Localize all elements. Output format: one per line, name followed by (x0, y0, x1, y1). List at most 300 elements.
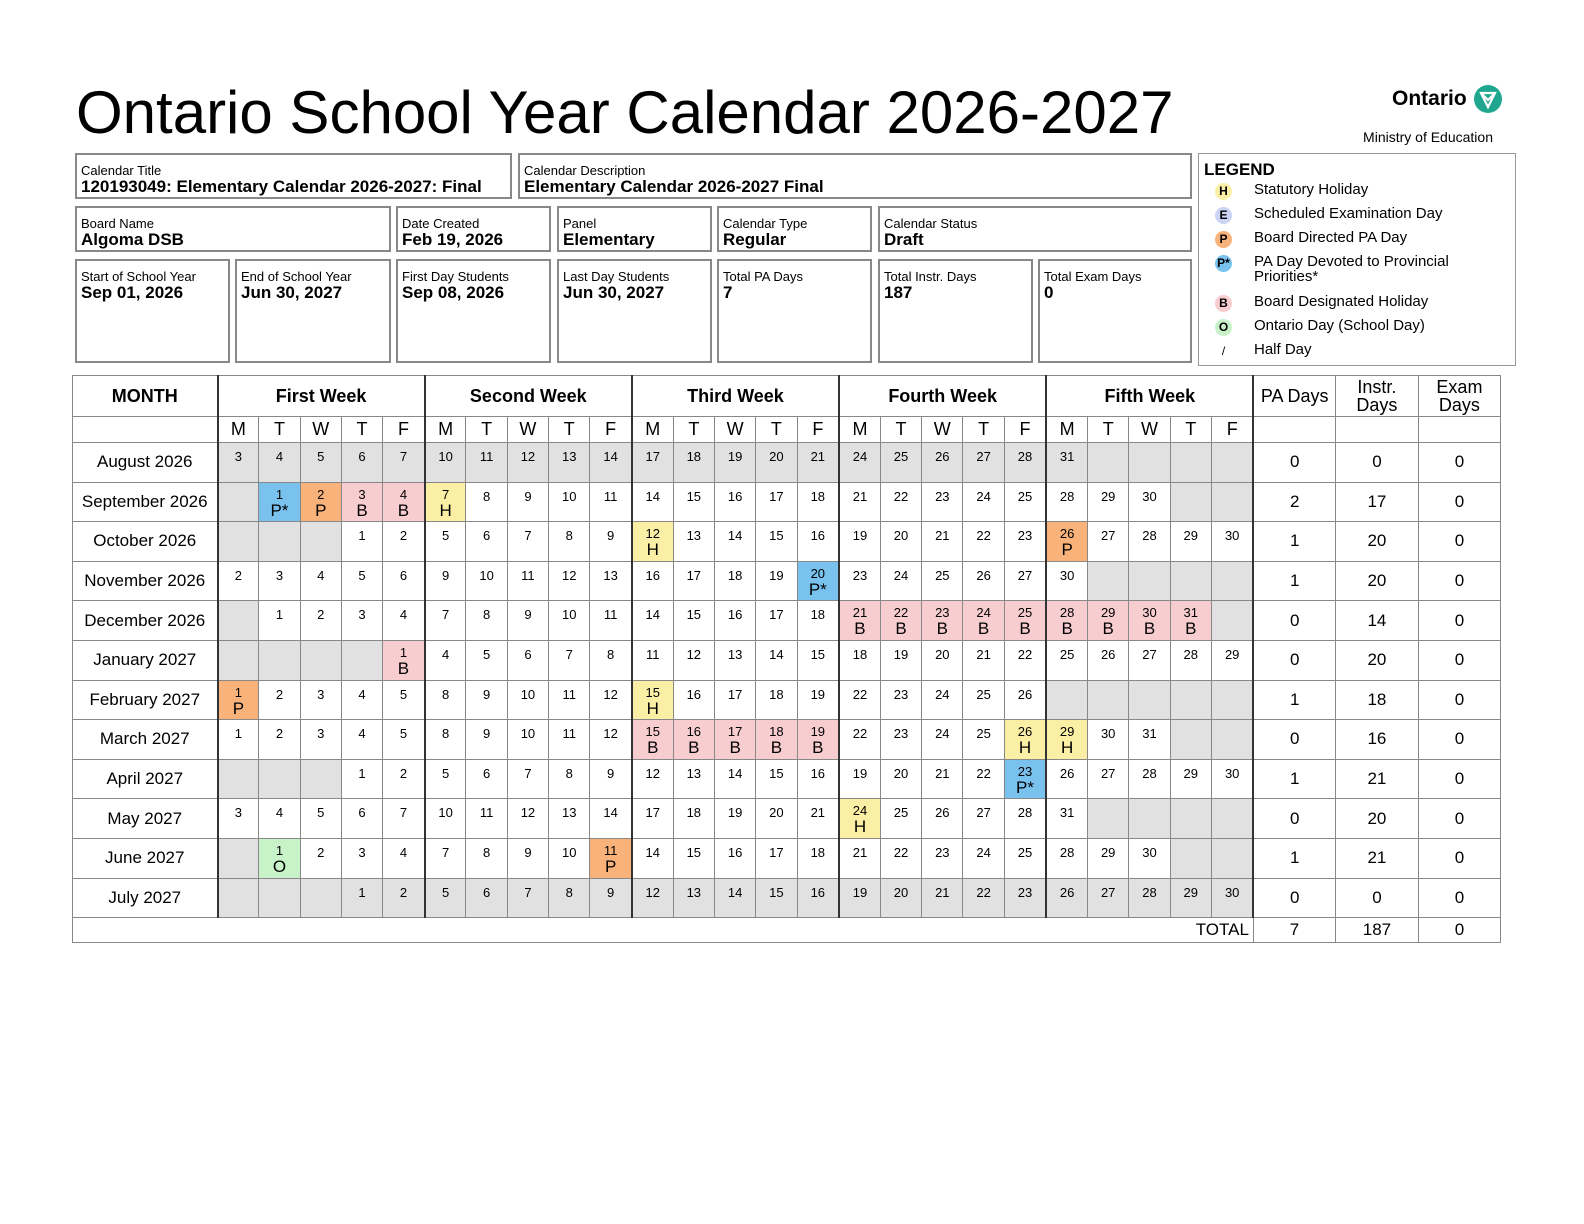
day-cell[interactable] (963, 640, 1004, 680)
month-row (73, 601, 1501, 641)
day-cell[interactable] (839, 443, 880, 483)
day-cell[interactable] (632, 680, 673, 720)
day-cell[interactable] (1170, 522, 1211, 562)
day-cell[interactable] (673, 443, 714, 483)
day-cell[interactable] (880, 443, 921, 483)
logo-text: Ontario (1392, 87, 1467, 110)
day-cell[interactable] (963, 680, 1004, 720)
day-number: 18 (810, 844, 826, 860)
day-cell[interactable] (1004, 482, 1046, 522)
day-cell[interactable] (466, 640, 507, 680)
day-number: 15 (769, 884, 784, 900)
day-cell[interactable] (922, 443, 963, 483)
day-cell[interactable] (673, 522, 714, 562)
day-cell[interactable] (922, 640, 963, 680)
day-cell[interactable] (341, 482, 382, 522)
day-cell[interactable] (797, 522, 839, 562)
day-cell[interactable] (341, 522, 382, 562)
day-cell[interactable] (714, 601, 755, 641)
day-cell[interactable] (797, 640, 839, 680)
day-cell[interactable] (714, 720, 755, 760)
day-cell[interactable] (383, 720, 425, 760)
day-cell[interactable] (383, 640, 425, 680)
day-cell[interactable] (756, 482, 797, 522)
day-cell[interactable] (1004, 443, 1046, 483)
day-cell[interactable] (383, 601, 425, 641)
day-cell[interactable] (218, 561, 259, 601)
day-cell[interactable] (259, 720, 300, 760)
day-cell[interactable] (1046, 759, 1087, 799)
day-cell[interactable] (425, 561, 466, 601)
day-cell[interactable] (507, 878, 548, 918)
day-cell[interactable] (507, 680, 548, 720)
day-cell[interactable] (507, 759, 548, 799)
day-cell[interactable] (1170, 601, 1211, 641)
day-number: 15 (645, 684, 660, 700)
day-cell[interactable] (1129, 878, 1170, 918)
day-cell[interactable] (383, 838, 425, 878)
day-cell[interactable] (590, 838, 632, 878)
day-cell[interactable] (341, 878, 382, 918)
day-cell[interactable] (466, 799, 507, 839)
day-cell[interactable] (507, 640, 548, 680)
day-cell[interactable] (880, 759, 921, 799)
day-cell[interactable] (341, 443, 382, 483)
day-cell[interactable] (383, 799, 425, 839)
day-number: 27 (976, 805, 991, 821)
day-number: 3 (275, 567, 284, 583)
day-cell[interactable] (300, 482, 341, 522)
day-cell[interactable] (963, 799, 1004, 839)
day-cell[interactable] (341, 680, 382, 720)
day-cell[interactable] (756, 561, 797, 601)
day-cell[interactable] (341, 759, 382, 799)
day-cell[interactable] (756, 601, 797, 641)
day-cell[interactable] (383, 878, 425, 918)
day-cell[interactable] (1046, 522, 1087, 562)
day-cell[interactable] (673, 482, 714, 522)
day-cell[interactable] (1129, 640, 1170, 680)
day-cell[interactable] (673, 759, 714, 799)
day-cell[interactable] (673, 799, 714, 839)
day-cell[interactable] (756, 680, 797, 720)
day-cell[interactable] (549, 680, 590, 720)
day-number: 12 (561, 567, 577, 583)
day-cell[interactable] (1170, 878, 1211, 918)
day-cell[interactable] (300, 838, 341, 878)
day-cell[interactable] (383, 522, 425, 562)
day-cell[interactable] (425, 601, 466, 641)
day-cell[interactable] (922, 522, 963, 562)
day-cell[interactable] (632, 838, 673, 878)
day-cell[interactable] (507, 443, 548, 483)
day-number: 8 (565, 528, 573, 544)
day-cell[interactable] (1046, 799, 1087, 839)
day-cell[interactable] (839, 522, 880, 562)
day-cell[interactable] (590, 799, 632, 839)
day-cell[interactable] (880, 561, 921, 601)
day-cell[interactable] (466, 838, 507, 878)
day-cell[interactable] (466, 680, 507, 720)
day-cell[interactable] (383, 443, 425, 483)
day-cell[interactable] (466, 443, 507, 483)
day-cell (1088, 680, 1129, 720)
day-cell[interactable] (673, 640, 714, 680)
day-cell[interactable] (673, 720, 714, 760)
day-cell[interactable] (1211, 759, 1253, 799)
day-cell[interactable] (839, 640, 880, 680)
day-type-code: B (812, 738, 824, 758)
day-cell[interactable] (714, 838, 755, 878)
day-cell[interactable] (300, 680, 341, 720)
day-cell[interactable] (507, 838, 548, 878)
day-cell[interactable] (839, 680, 880, 720)
day-cell[interactable] (425, 680, 466, 720)
day-cell[interactable] (963, 522, 1004, 562)
day-cell[interactable] (507, 561, 548, 601)
day-cell[interactable] (1129, 601, 1170, 641)
day-cell[interactable] (922, 838, 963, 878)
day-cell[interactable] (1129, 838, 1170, 878)
day-cell[interactable] (1088, 522, 1129, 562)
day-cell[interactable] (922, 720, 963, 760)
day-cell[interactable] (1088, 720, 1129, 760)
day-cell[interactable] (466, 878, 507, 918)
day-cell[interactable] (714, 680, 755, 720)
day-cell[interactable] (797, 838, 839, 878)
day-cell[interactable] (632, 601, 673, 641)
day-cell[interactable] (259, 561, 300, 601)
day-cell[interactable] (632, 759, 673, 799)
day-cell[interactable] (300, 561, 341, 601)
total-value: 7 (1253, 918, 1335, 943)
day-number: 17 (645, 449, 660, 464)
day-cell[interactable] (507, 720, 548, 760)
day-cell[interactable] (300, 720, 341, 760)
day-cell[interactable] (632, 799, 673, 839)
day-cell[interactable] (383, 759, 425, 799)
day-number: 1 (234, 726, 243, 742)
day-cell[interactable] (1046, 561, 1087, 601)
day-cell[interactable] (673, 601, 714, 641)
day-cell[interactable] (963, 720, 1004, 760)
day-cell[interactable] (1046, 640, 1087, 680)
day-cell[interactable] (756, 799, 797, 839)
day-cell[interactable] (300, 443, 341, 483)
day-cell[interactable] (880, 838, 921, 878)
day-cell[interactable] (1004, 838, 1046, 878)
day-cell[interactable] (1129, 720, 1170, 760)
day-cell[interactable] (963, 838, 1004, 878)
day-cell[interactable] (1046, 443, 1087, 483)
day-cell[interactable] (425, 759, 466, 799)
day-cell[interactable] (1004, 799, 1046, 839)
day-cell[interactable] (922, 482, 963, 522)
day-cell[interactable] (549, 601, 590, 641)
day-cell[interactable] (425, 482, 466, 522)
day-cell[interactable] (797, 799, 839, 839)
day-cell[interactable] (963, 443, 1004, 483)
day-number: 21 (852, 488, 868, 504)
day-cell[interactable] (880, 680, 921, 720)
day-cell[interactable] (218, 720, 259, 760)
day-cell[interactable] (714, 482, 755, 522)
day-cell[interactable] (839, 799, 880, 839)
day-cell[interactable] (922, 680, 963, 720)
day-cell[interactable] (632, 443, 673, 483)
day-cell[interactable] (756, 720, 797, 760)
day-cell[interactable] (218, 799, 259, 839)
day-cell[interactable] (1170, 640, 1211, 680)
day-cell[interactable] (549, 720, 590, 760)
day-cell[interactable] (880, 601, 921, 641)
day-cell[interactable] (1129, 759, 1170, 799)
day-number: 17 (769, 607, 784, 623)
day-cell[interactable] (1004, 878, 1046, 918)
day-cell[interactable] (383, 561, 425, 601)
day-cell[interactable] (590, 443, 632, 483)
day-cell[interactable] (714, 640, 755, 680)
day-cell[interactable] (1046, 878, 1087, 918)
day-cell[interactable] (714, 522, 755, 562)
day-cell[interactable] (549, 799, 590, 839)
day-cell[interactable] (880, 522, 921, 562)
day-cell[interactable] (797, 878, 839, 918)
day-cell[interactable] (425, 443, 466, 483)
day-cell[interactable] (922, 759, 963, 799)
day-cell[interactable] (590, 601, 632, 641)
day-cell[interactable] (797, 720, 839, 760)
day-cell[interactable] (466, 522, 507, 562)
day-cell[interactable] (383, 482, 425, 522)
day-cell[interactable] (383, 680, 425, 720)
day-cell[interactable] (714, 443, 755, 483)
day-cell[interactable] (341, 720, 382, 760)
day-number: 30 (1059, 567, 1075, 583)
day-cell[interactable] (507, 601, 548, 641)
day-number: 26 (935, 449, 950, 464)
day-cell[interactable] (1088, 759, 1129, 799)
day-cell[interactable] (963, 482, 1004, 522)
day-cell[interactable] (549, 561, 590, 601)
day-cell[interactable] (632, 720, 673, 760)
day-cell[interactable] (880, 799, 921, 839)
day-cell[interactable] (1211, 878, 1253, 918)
day-cell[interactable] (549, 640, 590, 680)
legend-code-badge: P* (1215, 255, 1232, 272)
day-cell[interactable] (922, 878, 963, 918)
day-cell[interactable] (756, 759, 797, 799)
day-cell[interactable] (466, 601, 507, 641)
day-cell[interactable] (549, 443, 590, 483)
day-cell[interactable] (466, 720, 507, 760)
day-cell[interactable] (1088, 878, 1129, 918)
day-cell[interactable] (590, 878, 632, 918)
day-number: 6 (524, 646, 532, 662)
day-number: 11 (603, 488, 618, 504)
day-cell[interactable] (549, 838, 590, 878)
day-cell[interactable] (549, 482, 590, 522)
day-cell[interactable] (963, 878, 1004, 918)
day-cell[interactable] (797, 561, 839, 601)
day-cell[interactable] (425, 799, 466, 839)
day-cell[interactable] (590, 759, 632, 799)
day-cell[interactable] (963, 759, 1004, 799)
day-cell[interactable] (341, 561, 382, 601)
day-cell[interactable] (839, 838, 880, 878)
day-cell[interactable] (880, 878, 921, 918)
day-cell[interactable] (1004, 680, 1046, 720)
day-cell[interactable] (1088, 482, 1129, 522)
day-cell[interactable] (1046, 601, 1087, 641)
day-cell[interactable] (714, 561, 755, 601)
day-cell[interactable] (756, 838, 797, 878)
day-cell[interactable] (797, 482, 839, 522)
day-cell[interactable] (632, 482, 673, 522)
day-cell[interactable] (714, 799, 755, 839)
day-cell[interactable] (714, 878, 755, 918)
day-cell[interactable] (590, 640, 632, 680)
day-cell[interactable] (963, 561, 1004, 601)
day-cell[interactable] (673, 878, 714, 918)
day-cell[interactable] (300, 601, 341, 641)
day-cell[interactable] (1004, 640, 1046, 680)
day-cell[interactable] (218, 680, 259, 720)
day-number: 23 (852, 567, 868, 583)
panel-value: Elementary (563, 230, 655, 249)
day-cell[interactable] (590, 522, 632, 562)
day-cell[interactable] (507, 799, 548, 839)
day-cell[interactable] (507, 482, 548, 522)
calendar-status-label: Calendar Status (884, 216, 978, 231)
calendar-description-value: Elementary Calendar 2026-2027 Final (524, 177, 824, 196)
day-cell[interactable] (839, 720, 880, 760)
day-number: 13 (686, 765, 702, 781)
day-cell[interactable] (714, 759, 755, 799)
day-number: 11 (603, 842, 618, 858)
day-cell[interactable] (466, 482, 507, 522)
day-cell[interactable] (673, 680, 714, 720)
day-cell[interactable] (797, 443, 839, 483)
day-cell[interactable] (259, 680, 300, 720)
day-number: 25 (1017, 605, 1033, 621)
day-cell[interactable] (1004, 601, 1046, 641)
day-cell[interactable] (259, 799, 300, 839)
day-cell (1211, 482, 1253, 522)
day-cell[interactable] (632, 878, 673, 918)
day-cell[interactable] (425, 720, 466, 760)
day-cell[interactable] (1004, 561, 1046, 601)
day-cell[interactable] (1004, 522, 1046, 562)
day-number: 26 (1017, 686, 1033, 702)
day-cell[interactable] (1004, 759, 1046, 799)
day-cell[interactable] (259, 443, 300, 483)
day-cell[interactable] (259, 482, 300, 522)
calendar-description-box (518, 153, 1192, 199)
day-cell[interactable] (549, 759, 590, 799)
day-cell[interactable] (756, 878, 797, 918)
day-cell[interactable] (259, 838, 300, 878)
day-number: 15 (769, 528, 784, 544)
day-cell[interactable] (839, 561, 880, 601)
day-cell[interactable] (632, 640, 673, 680)
day-cell[interactable] (590, 482, 632, 522)
day-cell[interactable] (1046, 720, 1087, 760)
day-cell[interactable] (756, 522, 797, 562)
day-cell[interactable] (797, 601, 839, 641)
day-cell[interactable] (341, 601, 382, 641)
day-cell[interactable] (507, 522, 548, 562)
day-cell[interactable] (1004, 720, 1046, 760)
day-cell[interactable] (797, 759, 839, 799)
day-cell[interactable] (1129, 522, 1170, 562)
day-cell[interactable] (590, 720, 632, 760)
day-cell[interactable] (880, 482, 921, 522)
day-cell[interactable] (922, 561, 963, 601)
legend-item (1215, 206, 1442, 224)
day-cell[interactable] (1046, 838, 1087, 878)
day-cell[interactable] (466, 759, 507, 799)
day-number: 23 (1017, 763, 1033, 779)
day-cell[interactable] (632, 522, 673, 562)
day-cell[interactable] (549, 522, 590, 562)
day-cell[interactable] (300, 799, 341, 839)
day-cell[interactable] (218, 443, 259, 483)
day-cell[interactable] (839, 482, 880, 522)
day-cell[interactable] (673, 838, 714, 878)
day-cell[interactable] (466, 561, 507, 601)
day-cell[interactable] (259, 601, 300, 641)
day-cell[interactable] (922, 799, 963, 839)
day-cell[interactable] (425, 878, 466, 918)
day-number: 28 (1142, 528, 1157, 544)
day-cell[interactable] (839, 878, 880, 918)
day-cell[interactable] (1088, 640, 1129, 680)
day-cell[interactable] (341, 799, 382, 839)
day-cell[interactable] (839, 759, 880, 799)
day-cell[interactable] (673, 561, 714, 601)
day-cell[interactable] (922, 601, 963, 641)
day-cell[interactable] (425, 838, 466, 878)
day-cell[interactable] (1088, 838, 1129, 878)
day-cell[interactable] (425, 522, 466, 562)
day-cell[interactable] (756, 443, 797, 483)
day-cell[interactable] (756, 640, 797, 680)
day-cell[interactable] (425, 640, 466, 680)
day-number: 22 (893, 605, 909, 621)
day-cell[interactable] (1211, 522, 1253, 562)
day-cell[interactable] (1129, 482, 1170, 522)
day-cell[interactable] (963, 601, 1004, 641)
day-cell[interactable] (839, 601, 880, 641)
day-cell[interactable] (590, 680, 632, 720)
day-cell[interactable] (632, 561, 673, 601)
day-cell[interactable] (880, 720, 921, 760)
day-cell[interactable] (880, 640, 921, 680)
day-cell[interactable] (1170, 759, 1211, 799)
day-cell[interactable] (590, 561, 632, 601)
day-cell[interactable] (549, 878, 590, 918)
day-cell[interactable] (1046, 482, 1087, 522)
day-number: 23 (1017, 528, 1033, 544)
day-cell[interactable] (797, 680, 839, 720)
day-number: 10 (520, 686, 536, 702)
day-number: 12 (645, 884, 660, 900)
pa-days-value: 2 (1253, 482, 1335, 522)
day-cell[interactable] (341, 838, 382, 878)
day-cell[interactable] (1211, 640, 1253, 680)
day-cell[interactable] (1088, 601, 1129, 641)
